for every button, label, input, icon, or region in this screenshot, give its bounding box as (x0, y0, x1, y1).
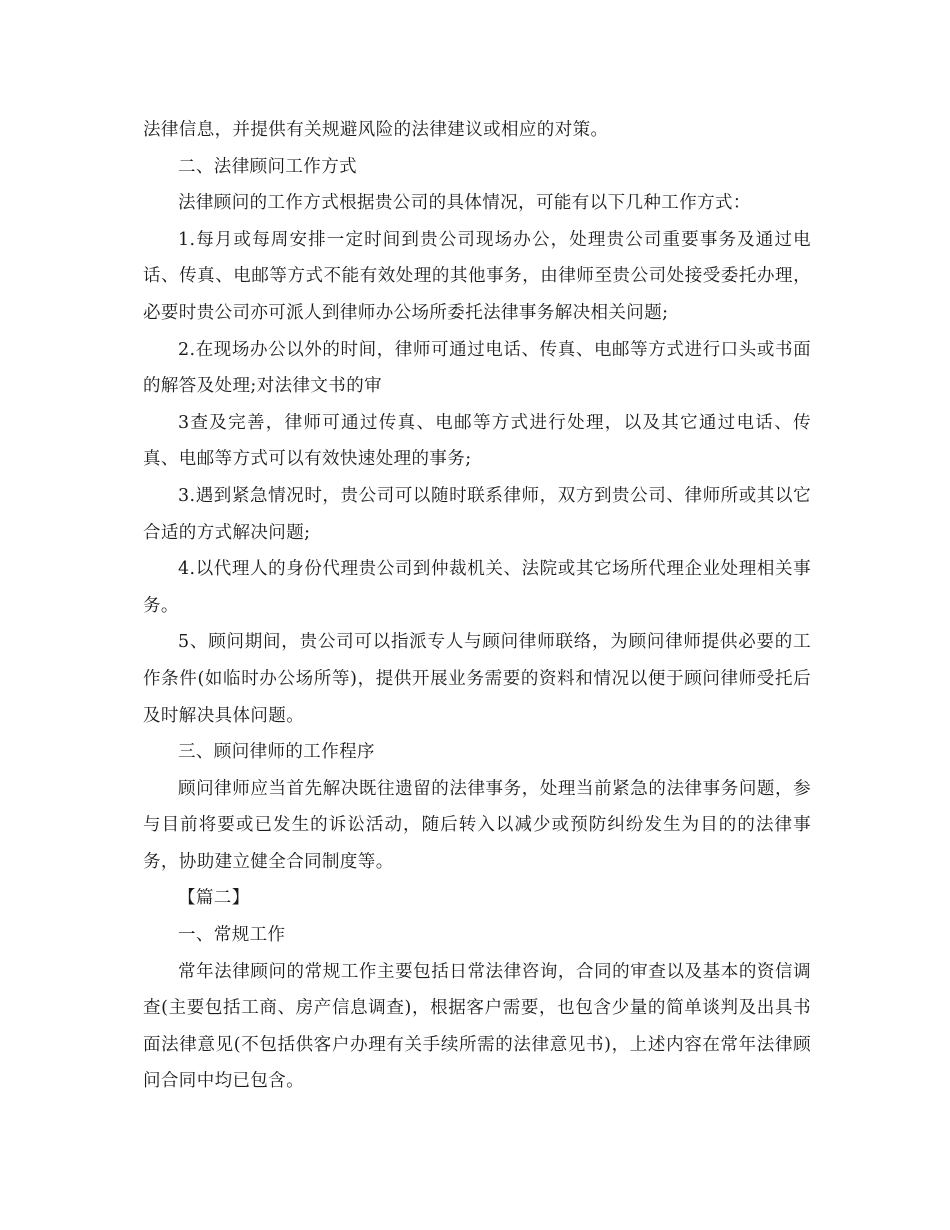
list-item-1: 1.每月或每周安排一定时间到贵公司现场办公，处理贵公司重要事务及通过电话、传真、电邮等方式不能有效处理的其他事务，由律师至贵公司处接受委托办理，必要时贵公司亦可派人到律师办公场所委托法律事务解决相关问题; (143, 229, 811, 323)
list-item-5: 5、顾问期间，贵公司可以指派专人与顾问律师联络，为顾问律师提供必要的工作条件(如临时办公场所等)，提供开展业务需要的资料和情况以便于顾问律师受托后及时解决具体问题。 (143, 632, 811, 726)
section-heading-1: 一、常规工作 (178, 925, 286, 946)
paragraph-intro: 法律顾问的工作方式根据贵公司的具体情况，可能有以下几种工作方式： (178, 193, 751, 214)
paragraph-procedure: 顾问律师应当首先解决既往遗留的法律事务，处理当前紧急的法律事务问题，参与目前将要或已发生的诉讼活动，随后转入以减少或预防纠纷发生为目的的法律事务，协助建立健全合同制度等。 (143, 778, 811, 872)
paragraph-routine-work: 常年法律顾问的常规工作主要包括日常法律咨询，合同的审查以及基本的资信调查(主要包括工商、房产信息调查)，根据客户需要，也包含少量的简单谈判及出具书面法律意见(不包括供客户办理有关手续所需的法律意见书)，上述内容在常年法律顾问合同中均已包含。 (143, 961, 811, 1092)
paragraph-continuation: 法律信息，并提供有关规避风险的法律建议或相应的对策。 (143, 120, 609, 140)
part-heading: 【篇二】 (178, 888, 250, 909)
section-heading-2: 二、法律顾问工作方式 (178, 156, 357, 177)
list-item-3: 3.遇到紧急情况时，贵公司可以随时联系律师，双方到贵公司、律师所或其以它合适的方式解决问题; (143, 485, 811, 543)
list-item-2: 2.在现场办公以外的时间，律师可通过电话、传真、电邮等方式进行口头或书面的解答及处理;对法律文书的审 (143, 339, 811, 397)
document-body (143, 112, 811, 1100)
list-item-2-continued: 3查及完善，律师可通过传真、电邮等方式进行处理，以及其它通过电话、传真、电邮等方式可以有效快速处理的事务; (143, 412, 811, 470)
section-heading-3: 三、顾问律师的工作程序 (178, 742, 375, 763)
list-item-4: 4.以代理人的身份代理贵公司到仲裁机关、法院或其它场所代理企业处理相关事务。 (143, 559, 811, 616)
